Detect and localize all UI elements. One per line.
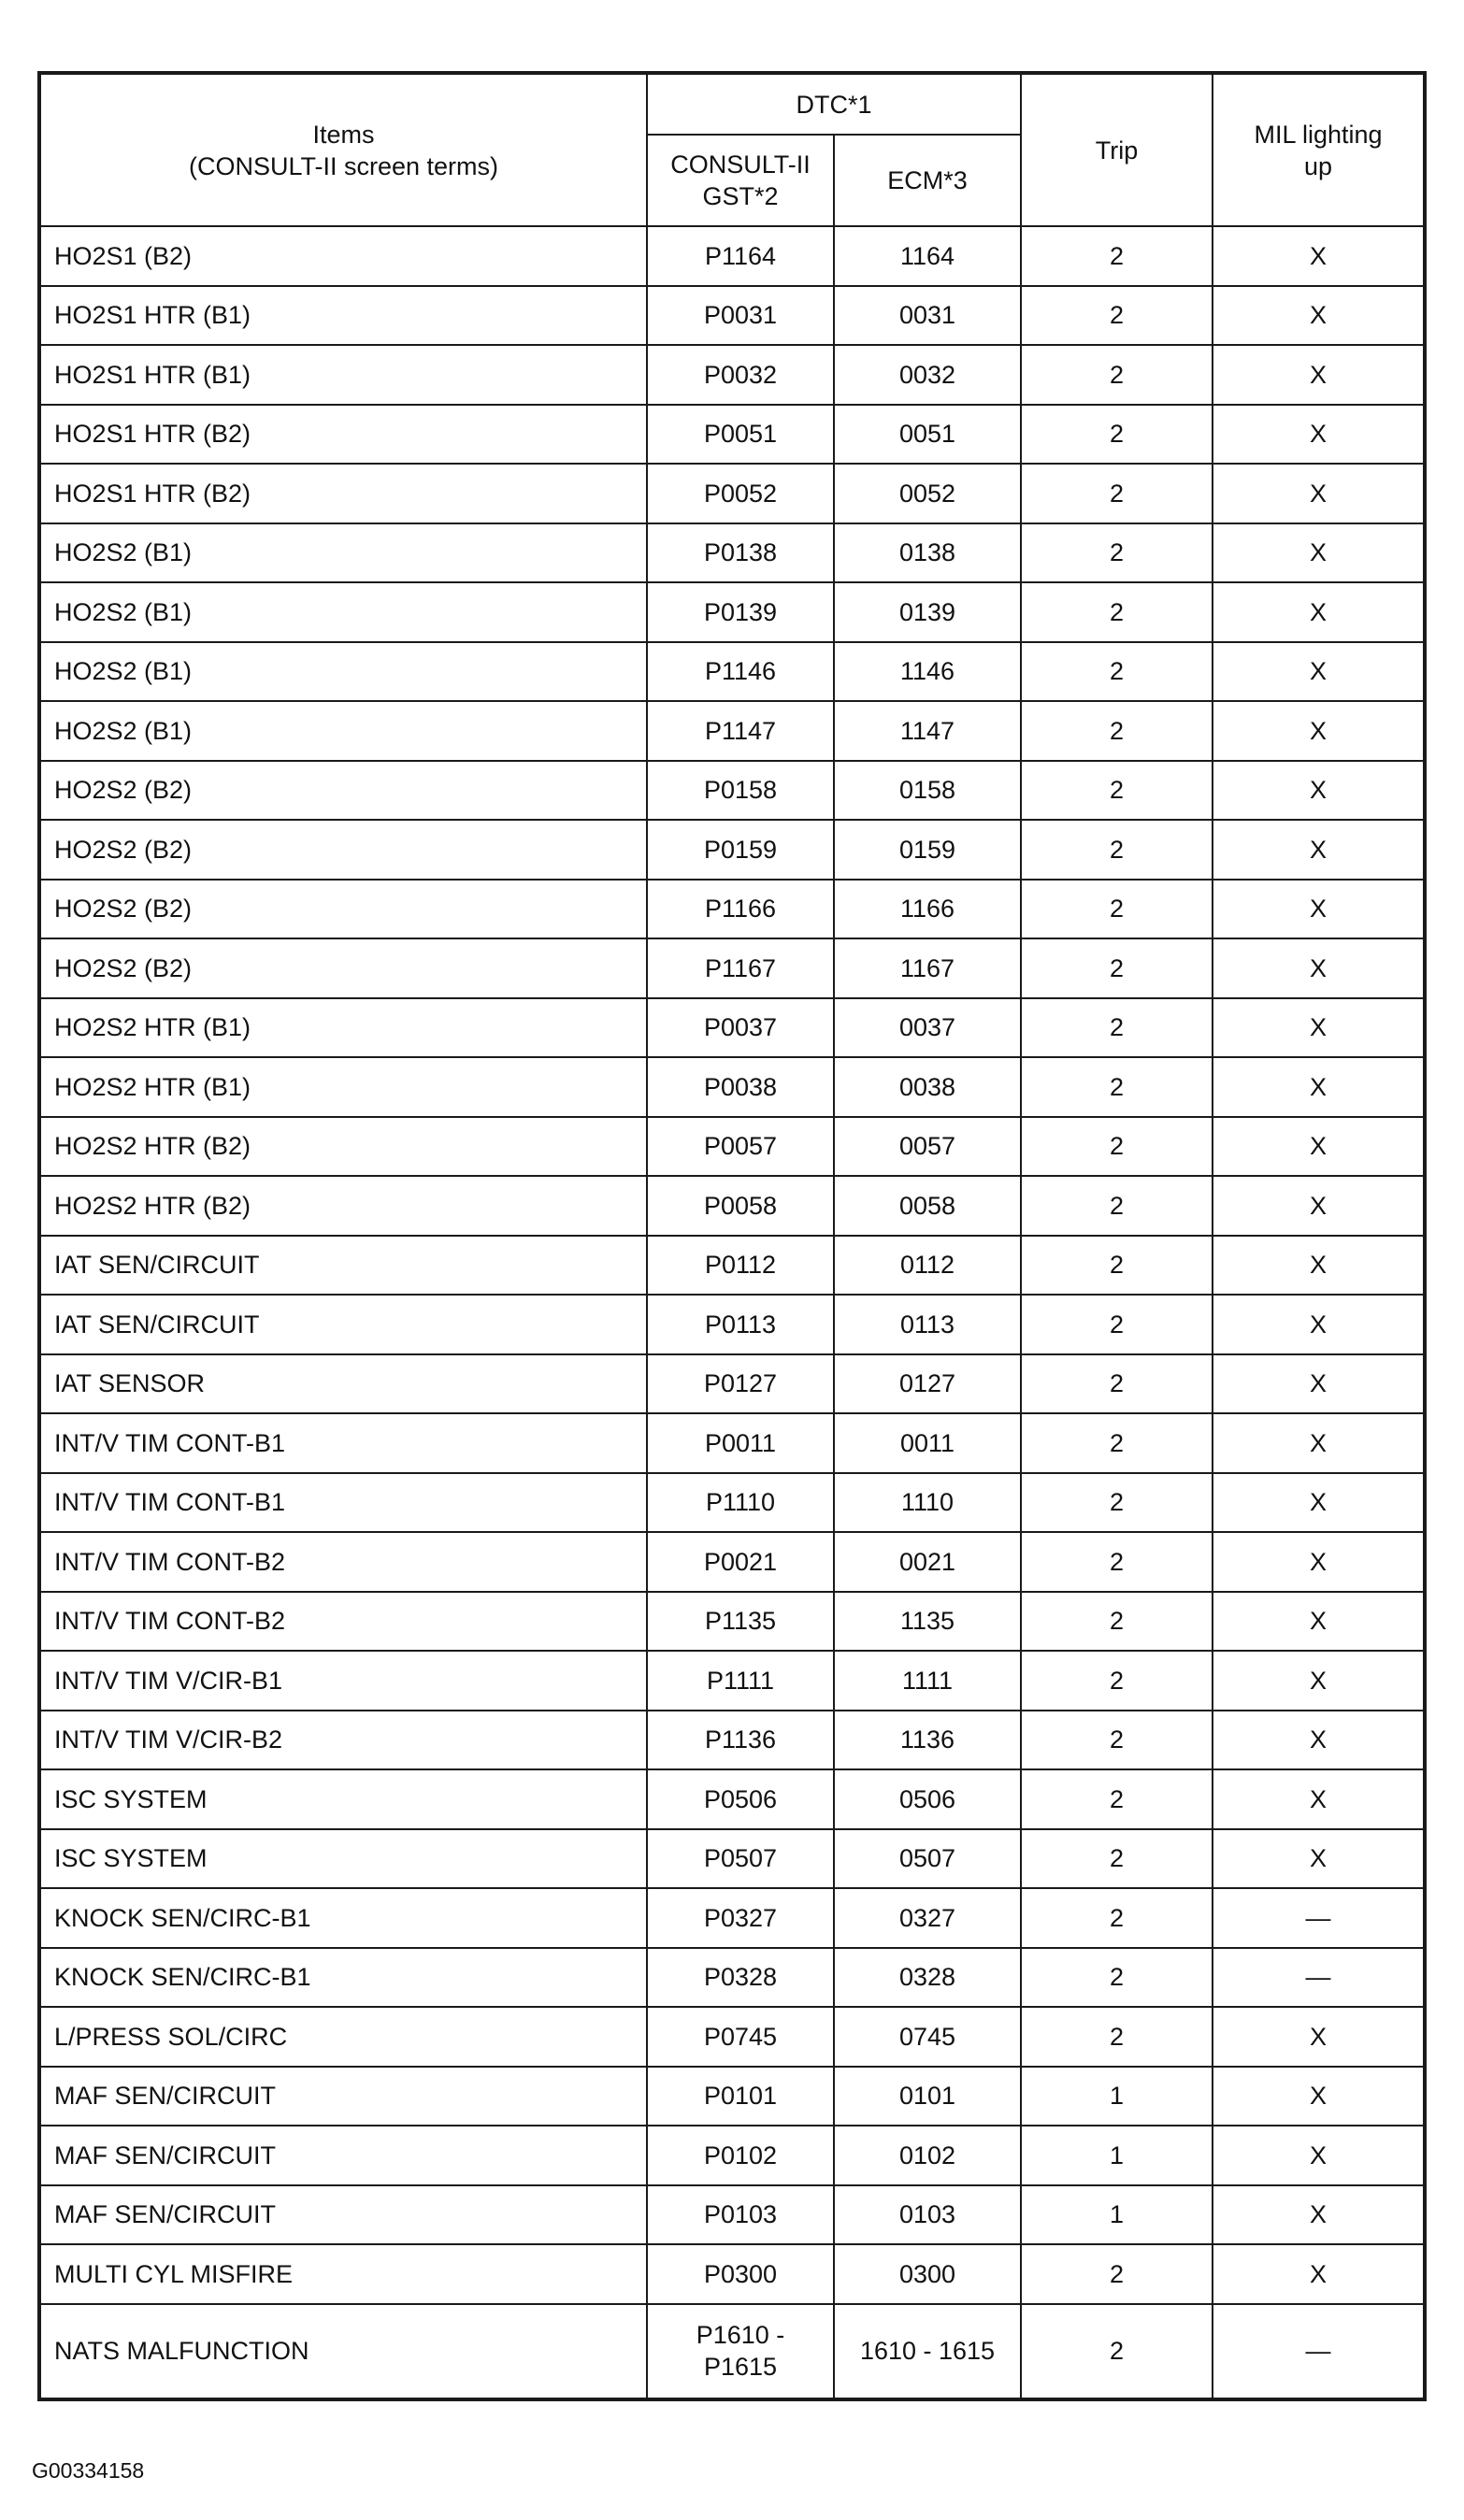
trip-cell: 2 [1021,1473,1213,1533]
consult-cell: P0031 [647,286,834,346]
consult-header [647,135,834,226]
table-row [39,998,1425,1058]
mil-cell: X [1213,345,1425,405]
item-cell: HO2S2 (B2) [39,938,647,998]
mil-cell: X [1213,1413,1425,1473]
ecm-cell: 0101 [834,2067,1021,2126]
trip-cell: 2 [1021,820,1213,880]
table-row [39,2244,1425,2304]
consult-cell: P0158 [647,761,834,821]
consult-cell: P0300 [647,2244,834,2304]
consult-cell: P1167 [647,938,834,998]
ecm-cell: 0103 [834,2185,1021,2245]
mil-cell: X [1213,1176,1425,1236]
mil-cell: X [1213,2244,1425,2304]
mil-header-line1: MIL lighting [1254,120,1383,149]
consult-cell: P1110 [647,1473,834,1533]
item-cell: INT/V TIM CONT-B1 [39,1413,647,1473]
items-header [39,73,647,226]
item-cell: HO2S2 HTR (B1) [39,1057,647,1117]
item-cell: L/PRESS SOL/CIRC [39,2007,647,2067]
trip-cell: 2 [1021,464,1213,523]
consult-cell: P1135 [647,1592,834,1652]
consult-cell: P0127 [647,1354,834,1414]
table-row [39,226,1425,286]
table-row-nats [39,2304,1425,2399]
consult-cell: P0038 [647,1057,834,1117]
mil-cell: X [1213,820,1425,880]
consult-cell: P0506 [647,1769,834,1829]
mil-cell: X [1213,998,1425,1058]
mil-cell: X [1213,761,1425,821]
trip-cell: 1 [1021,2067,1213,2126]
item-cell: HO2S2 (B1) [39,642,647,702]
table-row [39,1295,1425,1354]
items-header-line2: (CONSULT-II screen terms) [188,151,499,180]
item-cell: HO2S2 HTR (B1) [39,998,647,1058]
item-cell: KNOCK SEN/CIRC-B1 [39,1948,647,2008]
ecm-cell: 0112 [834,1236,1021,1296]
mil-cell: X [1213,1236,1425,1296]
mil-cell: X [1213,1473,1425,1533]
table-row [39,2007,1425,2067]
trip-cell: 2 [1021,701,1213,761]
trip-cell: 2 [1021,1651,1213,1711]
mil-cell: X [1213,1532,1425,1592]
trip-cell: 2 [1021,405,1213,465]
mil-header-line2: up [1303,151,1333,180]
ecm-cell: 0051 [834,405,1021,465]
item-cell: MAF SEN/CIRCUIT [39,2067,647,2126]
consult-cell: P0328 [647,1948,834,2008]
ecm-cell: 0506 [834,1769,1021,1829]
item-cell: INT/V TIM CONT-B1 [39,1473,647,1533]
consult-cell: P0139 [647,582,834,642]
ecm-cell: 0139 [834,582,1021,642]
item-cell: IAT SEN/CIRCUIT [39,1236,647,1296]
ecm-cell: 1146 [834,642,1021,702]
item-cell: MULTI CYL MISFIRE [39,2244,647,2304]
trip-cell: 2 [1021,1829,1213,1889]
consult-cell: P1147 [647,701,834,761]
table-row [39,1117,1425,1177]
table-row [39,464,1425,523]
trip-cell: 2 [1021,1769,1213,1829]
trip-cell: 2 [1021,1413,1213,1473]
mil-cell: X [1213,405,1425,465]
item-cell: INT/V TIM CONT-B2 [39,1592,647,1652]
ecm-cell: 0021 [834,1532,1021,1592]
item-cell: HO2S2 (B1) [39,523,647,583]
item-cell: IAT SENSOR [39,1354,647,1414]
mil-cell: X [1213,226,1425,286]
mil-cell: X [1213,286,1425,346]
mil-cell: X [1213,1354,1425,1414]
ecm-cell: 0127 [834,1354,1021,1414]
table-row [39,880,1425,939]
mil-cell: X [1213,701,1425,761]
consult-cell: P0101 [647,2067,834,2126]
mil-header [1213,73,1425,226]
ecm-cell: 0031 [834,286,1021,346]
trip-cell: 2 [1021,1948,1213,2008]
trip-cell: 2 [1021,1592,1213,1652]
consult-cell: P0507 [647,1829,834,1889]
mil-cell: X [1213,1829,1425,1889]
table-row [39,1888,1425,1948]
mil-cell: X [1213,1057,1425,1117]
table-row [39,2126,1425,2185]
mil-cell: — [1213,1888,1425,1948]
consult-header-line2: GST*2 [702,182,779,210]
table-row [39,345,1425,405]
ecm-cell: 0057 [834,1117,1021,1177]
mil-cell: X [1213,2126,1425,2185]
consult-cell: P0058 [647,1176,834,1236]
item-cell: HO2S1 HTR (B1) [39,345,647,405]
mil-cell: X [1213,1769,1425,1829]
mil-cell: X [1213,2067,1425,2126]
mil-cell: X [1213,1117,1425,1177]
consult-cell: P1166 [647,880,834,939]
ecm-cell: 1147 [834,701,1021,761]
item-cell: MAF SEN/CIRCUIT [39,2185,647,2245]
mil-cell: X [1213,2007,1425,2067]
consult-cell: P1111 [647,1651,834,1711]
item-cell: HO2S2 (B2) [39,880,647,939]
table-row [39,1413,1425,1473]
item-cell: ISC SYSTEM [39,1829,647,1889]
consult-cell: P0112 [647,1236,834,1296]
trip-cell: 2 [1021,1117,1213,1177]
ecm-cell: 1110 [834,1473,1021,1533]
ecm-cell: 0113 [834,1295,1021,1354]
mil-cell: X [1213,880,1425,939]
mil-cell: X [1213,2185,1425,2245]
ecm-cell: 0158 [834,761,1021,821]
dtc-header: DTC*1 [647,73,1021,135]
trip-cell: 2 [1021,2244,1213,2304]
table-row [39,1176,1425,1236]
table-row [39,938,1425,998]
trip-cell: 2 [1021,2304,1213,2399]
table-row [39,1236,1425,1296]
ecm-cell: 1136 [834,1711,1021,1770]
item-cell: HO2S2 (B2) [39,820,647,880]
ecm-cell: 1167 [834,938,1021,998]
mil-cell: X [1213,938,1425,998]
consult-cell: P0051 [647,405,834,465]
ecm-cell: 1166 [834,880,1021,939]
table-row [39,582,1425,642]
trip-cell: 2 [1021,761,1213,821]
ecm-cell: 0159 [834,820,1021,880]
ecm-cell: 0038 [834,1057,1021,1117]
ecm-cell: 1610 - 1615 [834,2304,1021,2399]
items-header-line1: Items [312,120,375,149]
ecm-cell: 1111 [834,1651,1021,1711]
consult-cell [647,2304,834,2399]
table-row [39,701,1425,761]
ecm-cell: 0300 [834,2244,1021,2304]
consult-cell: P0113 [647,1295,834,1354]
mil-cell: X [1213,464,1425,523]
item-cell: KNOCK SEN/CIRC-B1 [39,1888,647,1948]
trip-cell: 1 [1021,2185,1213,2245]
table-row [39,1829,1425,1889]
item-cell: IAT SEN/CIRCUIT [39,1295,647,1354]
consult-cell-line1: P1610 - [696,2321,785,2349]
consult-cell: P0745 [647,2007,834,2067]
ecm-cell: 0102 [834,2126,1021,2185]
trip-cell: 2 [1021,345,1213,405]
item-cell: NATS MALFUNCTION [39,2304,647,2399]
table-body [39,226,1425,2399]
table-header [39,73,1425,226]
table-row [39,523,1425,583]
table-row [39,2067,1425,2126]
table-row [39,1711,1425,1770]
table-row [39,1769,1425,1829]
item-cell: INT/V TIM V/CIR-B2 [39,1711,647,1770]
table-row [39,286,1425,346]
mil-cell: X [1213,1295,1425,1354]
mil-cell: X [1213,523,1425,583]
consult-cell: P0032 [647,345,834,405]
table-row [39,1651,1425,1711]
mil-cell: X [1213,642,1425,702]
ecm-cell: 0328 [834,1948,1021,2008]
ecm-cell: 0327 [834,1888,1021,1948]
ecm-cell: 0011 [834,1413,1021,1473]
mil-cell: — [1213,2304,1425,2399]
trip-cell: 2 [1021,1354,1213,1414]
item-cell: HO2S1 HTR (B2) [39,464,647,523]
consult-cell-line2: P1615 [703,2353,778,2381]
item-cell: INT/V TIM CONT-B2 [39,1532,647,1592]
item-cell: INT/V TIM V/CIR-B1 [39,1651,647,1711]
table-row [39,1592,1425,1652]
mil-cell: X [1213,1592,1425,1652]
item-cell: HO2S2 (B1) [39,582,647,642]
trip-cell: 2 [1021,1711,1213,1770]
dtc-table [37,71,1427,2401]
ecm-cell: 0058 [834,1176,1021,1236]
consult-cell: P0138 [647,523,834,583]
trip-cell: 2 [1021,998,1213,1058]
trip-cell: 2 [1021,1057,1213,1117]
table-row [39,2185,1425,2245]
item-cell: MAF SEN/CIRCUIT [39,2126,647,2185]
item-cell: HO2S2 HTR (B2) [39,1176,647,1236]
trip-cell: 1 [1021,2126,1213,2185]
consult-cell: P0052 [647,464,834,523]
trip-cell: 2 [1021,1295,1213,1354]
mil-cell: X [1213,582,1425,642]
trip-header: Trip [1021,73,1213,226]
ecm-header: ECM*3 [834,135,1021,226]
trip-cell: 2 [1021,1236,1213,1296]
trip-cell: 2 [1021,226,1213,286]
consult-cell: P0057 [647,1117,834,1177]
table-row [39,405,1425,465]
table-row [39,1532,1425,1592]
ecm-cell: 0507 [834,1829,1021,1889]
trip-cell: 2 [1021,642,1213,702]
trip-cell: 2 [1021,880,1213,939]
item-cell: HO2S1 HTR (B1) [39,286,647,346]
consult-cell: P0103 [647,2185,834,2245]
ecm-cell: 0745 [834,2007,1021,2067]
ecm-cell: 0037 [834,998,1021,1058]
ecm-cell: 1135 [834,1592,1021,1652]
trip-cell: 2 [1021,1888,1213,1948]
table-row [39,1948,1425,2008]
consult-cell: P0037 [647,998,834,1058]
table-row [39,820,1425,880]
trip-cell: 2 [1021,1176,1213,1236]
consult-header-line1: CONSULT-II [670,150,811,179]
consult-cell: P1136 [647,1711,834,1770]
item-cell: HO2S1 (B2) [39,226,647,286]
table-row [39,1473,1425,1533]
trip-cell: 2 [1021,286,1213,346]
ecm-cell: 0052 [834,464,1021,523]
consult-cell: P0327 [647,1888,834,1948]
consult-cell: P1164 [647,226,834,286]
item-cell: ISC SYSTEM [39,1769,647,1829]
item-cell: HO2S2 (B2) [39,761,647,821]
table-row [39,642,1425,702]
table-row [39,1354,1425,1414]
trip-cell: 2 [1021,938,1213,998]
consult-cell: P0159 [647,820,834,880]
mil-cell: X [1213,1711,1425,1770]
consult-cell: P0011 [647,1413,834,1473]
consult-cell: P0021 [647,1532,834,1592]
trip-cell: 2 [1021,2007,1213,2067]
ecm-cell: 0032 [834,345,1021,405]
ecm-cell: 1164 [834,226,1021,286]
item-cell: HO2S2 HTR (B2) [39,1117,647,1177]
figure-code: G00334158 [32,2458,145,2483]
consult-cell: P0102 [647,2126,834,2185]
trip-cell: 2 [1021,582,1213,642]
consult-cell: P1146 [647,642,834,702]
table-row [39,761,1425,821]
mil-cell: — [1213,1948,1425,2008]
table-row [39,1057,1425,1117]
trip-cell: 2 [1021,1532,1213,1592]
ecm-cell: 0138 [834,523,1021,583]
item-cell: HO2S2 (B1) [39,701,647,761]
item-cell: HO2S1 HTR (B2) [39,405,647,465]
trip-cell: 2 [1021,523,1213,583]
mil-cell: X [1213,1651,1425,1711]
